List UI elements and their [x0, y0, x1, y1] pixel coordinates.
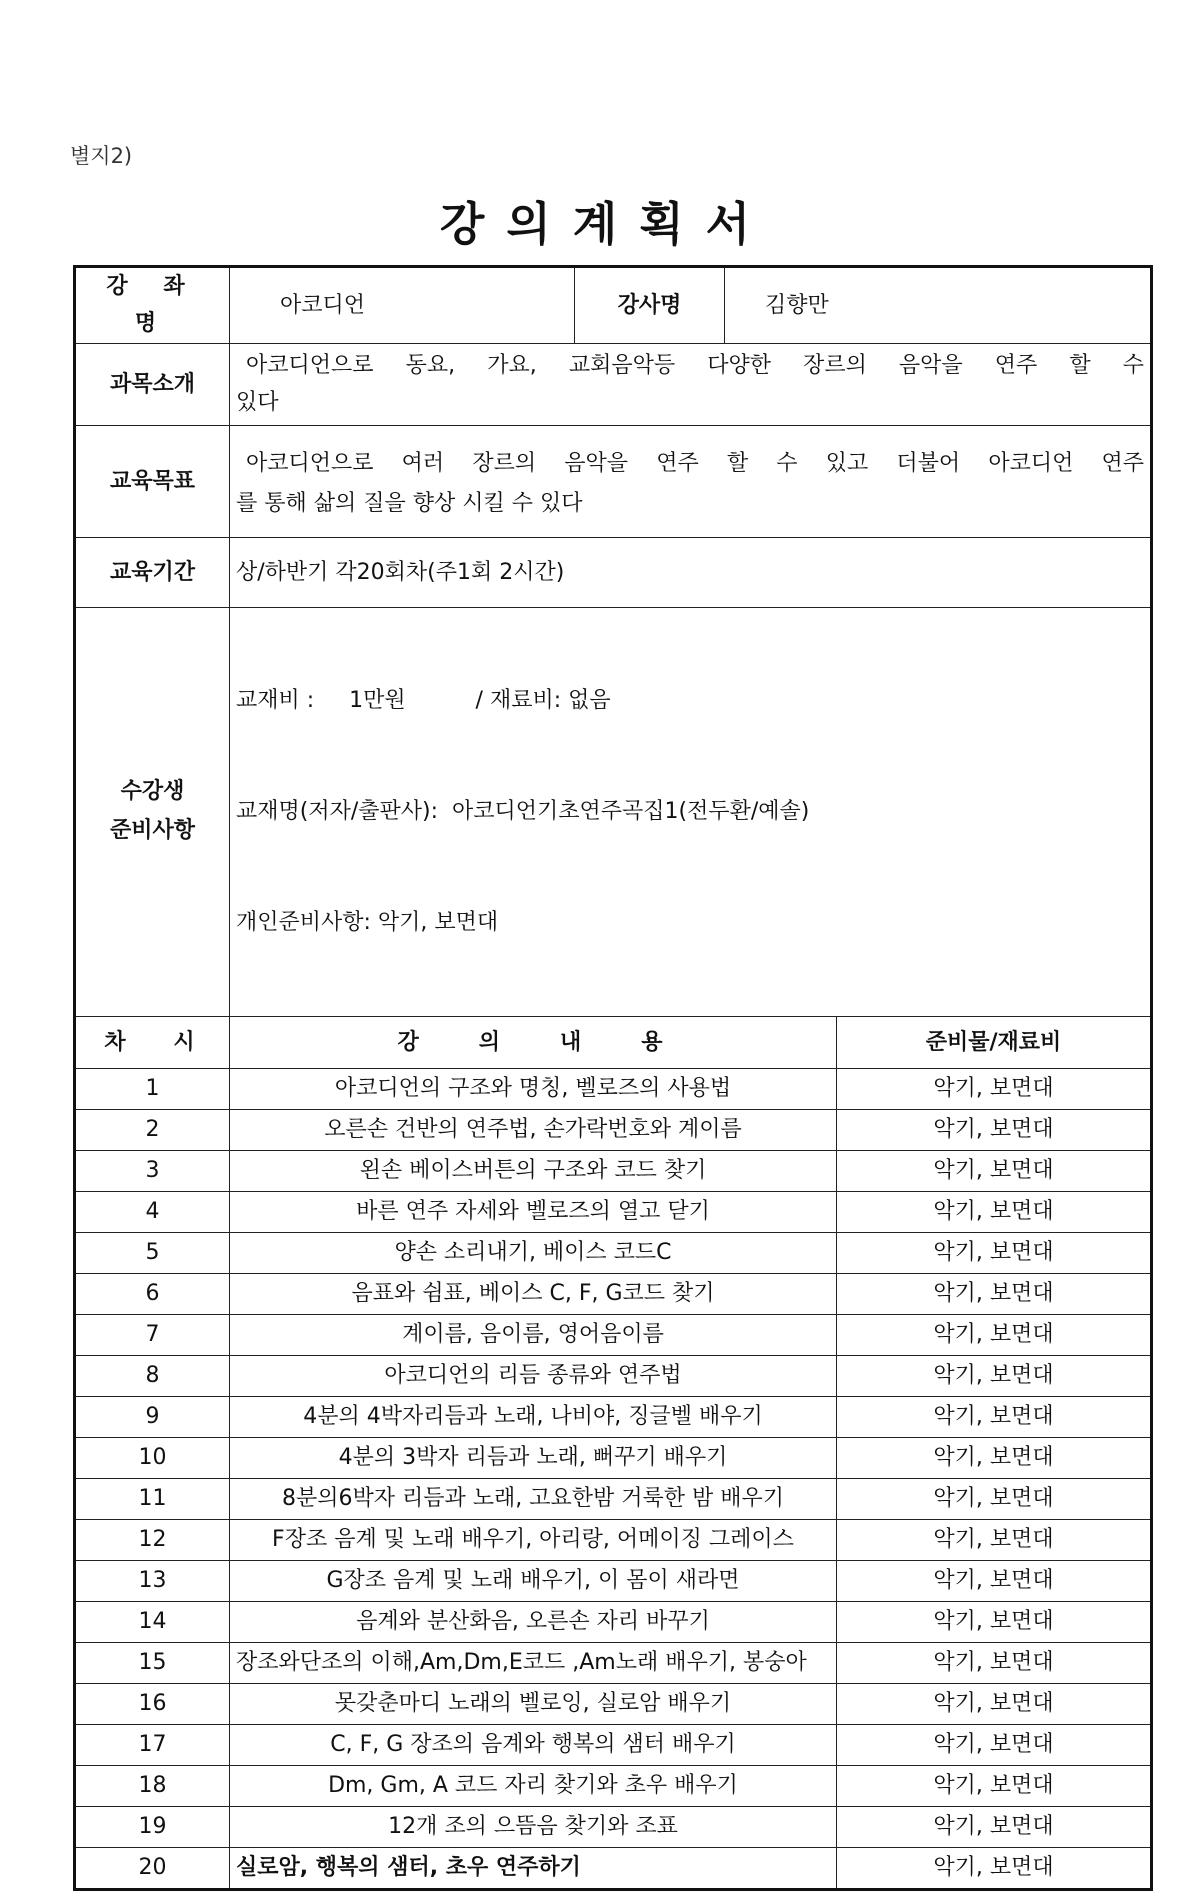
course-intro-row — [75, 343, 1152, 425]
session-content: 실로암, 행복의 샘터, 초우 연주하기 — [230, 1847, 837, 1889]
schedule-row — [75, 1847, 1152, 1889]
schedule-row — [75, 1642, 1152, 1683]
session-materials: 악기, 보면대 — [837, 1232, 1152, 1273]
course-name-value: 아코디언 — [230, 267, 575, 344]
schedule-body — [75, 1068, 1152, 1889]
edu-period-label: 교육기간 — [75, 537, 230, 607]
session-content: 못갖춘마디 노래의 벨로잉, 실로암 배우기 — [230, 1683, 837, 1724]
session-content: 8분의6박자 리듬과 노래, 고요한밤 거룩한 밤 배우기 — [230, 1478, 837, 1519]
session-materials: 악기, 보면대 — [837, 1560, 1152, 1601]
student-prep-row — [75, 607, 1152, 1016]
course-intro-text — [230, 343, 1152, 425]
student-prep-line1: 교재비 : 1만원 / 재료비: 없음 — [236, 687, 611, 713]
student-prep-line2: 교재명(저자/출판사): 아코디언기초연주곡집1(전두환/예솔) — [236, 798, 810, 824]
session-content: C, F, G 장조의 음계와 행복의 샘터 배우기 — [230, 1724, 837, 1765]
session-number: 3 — [75, 1150, 230, 1191]
schedule-row — [75, 1519, 1152, 1560]
session-materials: 악기, 보면대 — [837, 1191, 1152, 1232]
session-number: 10 — [75, 1437, 230, 1478]
schedule-row — [75, 1683, 1152, 1724]
session-number: 9 — [75, 1396, 230, 1437]
session-materials: 악기, 보면대 — [837, 1519, 1152, 1560]
session-materials: 악기, 보면대 — [837, 1109, 1152, 1150]
student-prep-text — [230, 607, 1152, 1016]
schedule-row — [75, 1273, 1152, 1314]
session-number: 7 — [75, 1314, 230, 1355]
session-materials: 악기, 보면대 — [837, 1273, 1152, 1314]
schedule-head-materials: 준비물/재료비 — [837, 1016, 1152, 1068]
session-materials: 악기, 보면대 — [837, 1724, 1152, 1765]
schedule-row — [75, 1191, 1152, 1232]
session-number: 15 — [75, 1642, 230, 1683]
schedule-row — [75, 1601, 1152, 1642]
session-content: 4분의 4박자리듬과 노래, 나비야, 징글벨 배우기 — [230, 1396, 837, 1437]
session-materials: 악기, 보면대 — [837, 1847, 1152, 1889]
student-prep-line3: 개인준비사항: 악기, 보면대 — [236, 909, 499, 935]
session-materials: 악기, 보면대 — [837, 1601, 1152, 1642]
session-content: 왼손 베이스버튼의 구조와 코드 찾기 — [230, 1150, 837, 1191]
edu-period-value: 상/하반기 각20회차(주1회 2시간) — [230, 537, 1152, 607]
session-materials: 악기, 보면대 — [837, 1396, 1152, 1437]
course-name-label: 강 좌 명 — [75, 267, 230, 344]
session-content: G장조 음계 및 노래 배우기, 이 몸이 새라면 — [230, 1560, 837, 1601]
session-number: 13 — [75, 1560, 230, 1601]
session-content: 음표와 쉼표, 베이스 C, F, G코드 찾기 — [230, 1273, 837, 1314]
course-intro-label: 과목소개 — [75, 343, 230, 425]
session-number: 18 — [75, 1765, 230, 1806]
session-number: 14 — [75, 1601, 230, 1642]
instructor-label: 강사명 — [575, 267, 725, 344]
edu-goal-row — [75, 425, 1152, 537]
session-materials: 악기, 보면대 — [837, 1683, 1152, 1724]
session-content: 4분의 3박자 리듬과 노래, 뻐꾸기 배우기 — [230, 1437, 837, 1478]
schedule-head-content: 강의내용 — [230, 1016, 837, 1068]
student-prep-label-line2: 준비사항 — [109, 817, 195, 843]
session-materials: 악기, 보면대 — [837, 1437, 1152, 1478]
session-number: 4 — [75, 1191, 230, 1232]
session-materials: 악기, 보면대 — [837, 1765, 1152, 1806]
session-content: 오른손 건반의 연주법, 손가락번호와 계이름 — [230, 1109, 837, 1150]
session-content: 음계와 분산화음, 오른손 자리 바꾸기 — [230, 1601, 837, 1642]
edu-goal-line1: 아코디언으로 여러 장르의 음악을 연주 할 수 있고 더불어 아코디언 연주 — [246, 450, 1145, 476]
session-number: 1 — [75, 1068, 230, 1109]
schedule-row — [75, 1560, 1152, 1601]
schedule-row — [75, 1150, 1152, 1191]
session-content: 양손 소리내기, 베이스 코드C — [230, 1232, 837, 1273]
schedule-row — [75, 1724, 1152, 1765]
course-intro-line1: 아코디언으로 동요, 가요, 교회음악등 다양한 장르의 음악을 연주 할 수 — [246, 352, 1145, 378]
session-content: 아코디언의 구조와 명칭, 벨로즈의 사용법 — [230, 1068, 837, 1109]
page-title: 강의계획서 — [439, 197, 773, 251]
session-number: 8 — [75, 1355, 230, 1396]
session-number: 16 — [75, 1683, 230, 1724]
schedule-row — [75, 1109, 1152, 1150]
session-number: 12 — [75, 1519, 230, 1560]
schedule-row — [75, 1314, 1152, 1355]
instructor-value: 김향만 — [725, 267, 1152, 344]
student-prep-label-line1: 수강생 — [120, 779, 185, 805]
session-materials: 악기, 보면대 — [837, 1314, 1152, 1355]
edu-goal-text — [230, 425, 1152, 537]
schedule-row — [75, 1806, 1152, 1847]
session-content: 아코디언의 리듬 종류와 연주법 — [230, 1355, 837, 1396]
schedule-row — [75, 1437, 1152, 1478]
schedule-head-session: 차 시 — [75, 1016, 230, 1068]
edu-goal-line2: 를 통해 삶의 질을 향상 시킬 수 있다 — [236, 490, 583, 516]
schedule-row — [75, 1068, 1152, 1109]
session-materials: 악기, 보면대 — [837, 1642, 1152, 1683]
session-content: Dm, Gm, A 코드 자리 찾기와 초우 배우기 — [230, 1765, 837, 1806]
session-number: 17 — [75, 1724, 230, 1765]
session-materials: 악기, 보면대 — [837, 1478, 1152, 1519]
session-content: 바른 연주 자세와 벨로즈의 열고 닫기 — [230, 1191, 837, 1232]
schedule-row — [75, 1355, 1152, 1396]
session-number: 5 — [75, 1232, 230, 1273]
course-name-row — [75, 267, 1152, 344]
student-prep-label — [75, 607, 230, 1016]
schedule-row — [75, 1396, 1152, 1437]
session-content: F장조 음계 및 노래 배우기, 아리랑, 어메이징 그레이스 — [230, 1519, 837, 1560]
session-materials: 악기, 보면대 — [837, 1150, 1152, 1191]
lecture-plan-table — [73, 265, 1153, 1891]
schedule-row — [75, 1765, 1152, 1806]
session-number: 19 — [75, 1806, 230, 1847]
course-intro-line2: 있다 — [236, 390, 279, 416]
session-materials: 악기, 보면대 — [837, 1068, 1152, 1109]
session-content: 장조와단조의 이해,Am,Dm,E코드 ,Am노래 배우기, 봉숭아 — [230, 1642, 837, 1683]
session-materials: 악기, 보면대 — [837, 1355, 1152, 1396]
edu-goal-label: 교육목표 — [75, 425, 230, 537]
schedule-row — [75, 1232, 1152, 1273]
schedule-row — [75, 1478, 1152, 1519]
session-content: 계이름, 음이름, 영어음이름 — [230, 1314, 837, 1355]
session-number: 6 — [75, 1273, 230, 1314]
session-number: 11 — [75, 1478, 230, 1519]
session-materials: 악기, 보면대 — [837, 1806, 1152, 1847]
session-number: 2 — [75, 1109, 230, 1150]
annex-label: 별지2) — [70, 144, 133, 168]
edu-period-row — [75, 537, 1152, 607]
session-number: 20 — [75, 1847, 230, 1889]
session-content: 12개 조의 으뜸음 찾기와 조표 — [230, 1806, 837, 1847]
schedule-header-row — [75, 1016, 1152, 1068]
